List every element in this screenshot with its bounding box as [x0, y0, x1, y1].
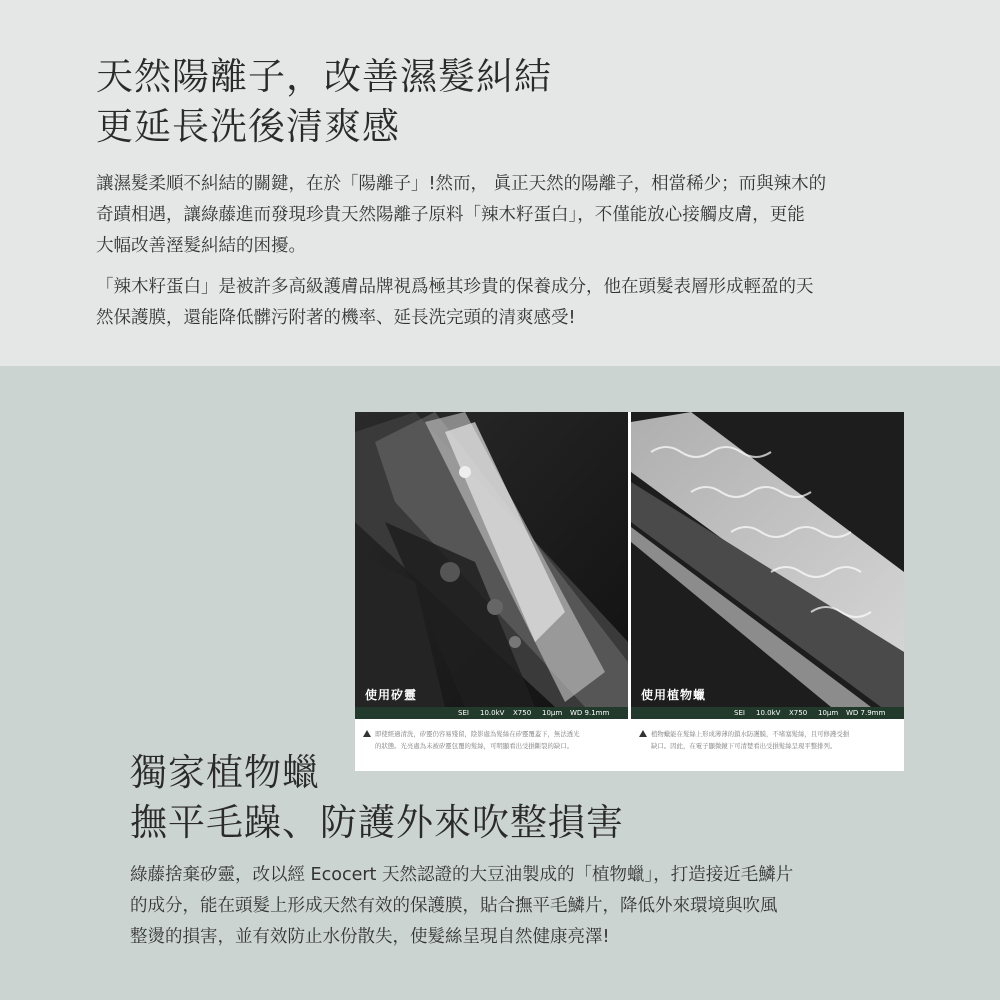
- caption-line: 即使經過清洗，矽靈仍容易殘留，陰影處為髮絲在矽靈覆蓋下，無法透光: [375, 730, 580, 738]
- headline-line: 更延長洗後清爽感: [96, 105, 400, 148]
- headline-line: 獨家植物蠟: [130, 751, 320, 794]
- text-line: 大幅改善溼髮糾結的困擾。: [96, 236, 306, 256]
- paragraph-cation-intro: [96, 169, 926, 262]
- paragraph-plant-wax: [130, 860, 930, 953]
- caption-line: 缺口。因此，在電子顯微鏡下可清楚看出受損髮絲呈現平整排列。: [651, 742, 837, 750]
- panel-label: 使用矽靈: [365, 688, 418, 702]
- meta-working-distance: WD 7.9mm: [846, 709, 886, 717]
- text-line: 奇蹟相遇，讓綠藤進而發現珍貴天然陽離子原料「辣木籽蛋白」，不僅能放心接觸皮膚，更能: [96, 205, 805, 225]
- text-line: 「辣木籽蛋白」是被許多高級護膚品牌視爲極其珍貴的保養成分，他在頭髮表層形成輕盈的天: [96, 277, 814, 297]
- meta-detector: SEI: [458, 709, 469, 717]
- text-line: 的成分，能在頭髮上形成天然有效的保護膜，貼合撫平毛鱗片，降低外來環境與吹風: [130, 896, 778, 916]
- figure-caption-plant-wax: [639, 728, 901, 752]
- headline-plant-wax: [130, 748, 624, 848]
- caption-line: 的狀態。光亮處為未被矽靈包覆的髮絲，可明顯看出受損斷裂的缺口。: [375, 742, 574, 750]
- meta-detector: SEI: [734, 709, 745, 717]
- sem-image-silicone: [355, 412, 628, 707]
- headline-line: 天然陽離子，改善濕髮糾結: [96, 55, 552, 98]
- caption-line: 植物蠟能在髮絲上形成薄薄的鎖水防護膜，不堵塞髮絲，且可修護受損: [651, 730, 850, 738]
- text-line: 然保護膜，還能降低髒污附著的機率、延長洗完頭的清爽感受!: [96, 308, 576, 328]
- headline-line: 撫平毛躁、防護外來吹整損害: [130, 801, 624, 844]
- triangle-icon: [363, 730, 371, 737]
- panel-label: 使用植物蠟: [641, 688, 707, 702]
- meta-scale: 10μm: [542, 709, 563, 717]
- meta-magnification: X750: [513, 709, 532, 717]
- meta-working-distance: WD 9.1mm: [570, 709, 610, 717]
- sem-comparison-figure: [355, 412, 904, 771]
- sem-image-plant-wax: [631, 412, 904, 707]
- text-line: 整燙的損害，並有效防止水份散失，使髮絲呈現自然健康亮澤!: [130, 927, 610, 947]
- meta-scale: 10μm: [818, 709, 839, 717]
- sem-meta-bar: [355, 707, 628, 719]
- text-line: 綠藤捨棄矽靈，改以經 Ecocert 天然認證的大豆油製成的「植物蠟」，打造接近毛鱗片: [130, 865, 794, 885]
- sem-meta-bar: [631, 707, 904, 719]
- meta-voltage: 10.0kV: [756, 709, 781, 717]
- text-line: 讓濕髮柔順不糾結的關鍵，在於「陽離子」!然而， 眞正天然的陽離子，相當稀少；而與辣木的: [96, 174, 827, 194]
- paragraph-moringa-protein: [96, 272, 926, 334]
- meta-magnification: X750: [789, 709, 808, 717]
- headline-cation: [96, 52, 552, 152]
- triangle-icon: [639, 730, 647, 737]
- meta-voltage: 10.0kV: [480, 709, 505, 717]
